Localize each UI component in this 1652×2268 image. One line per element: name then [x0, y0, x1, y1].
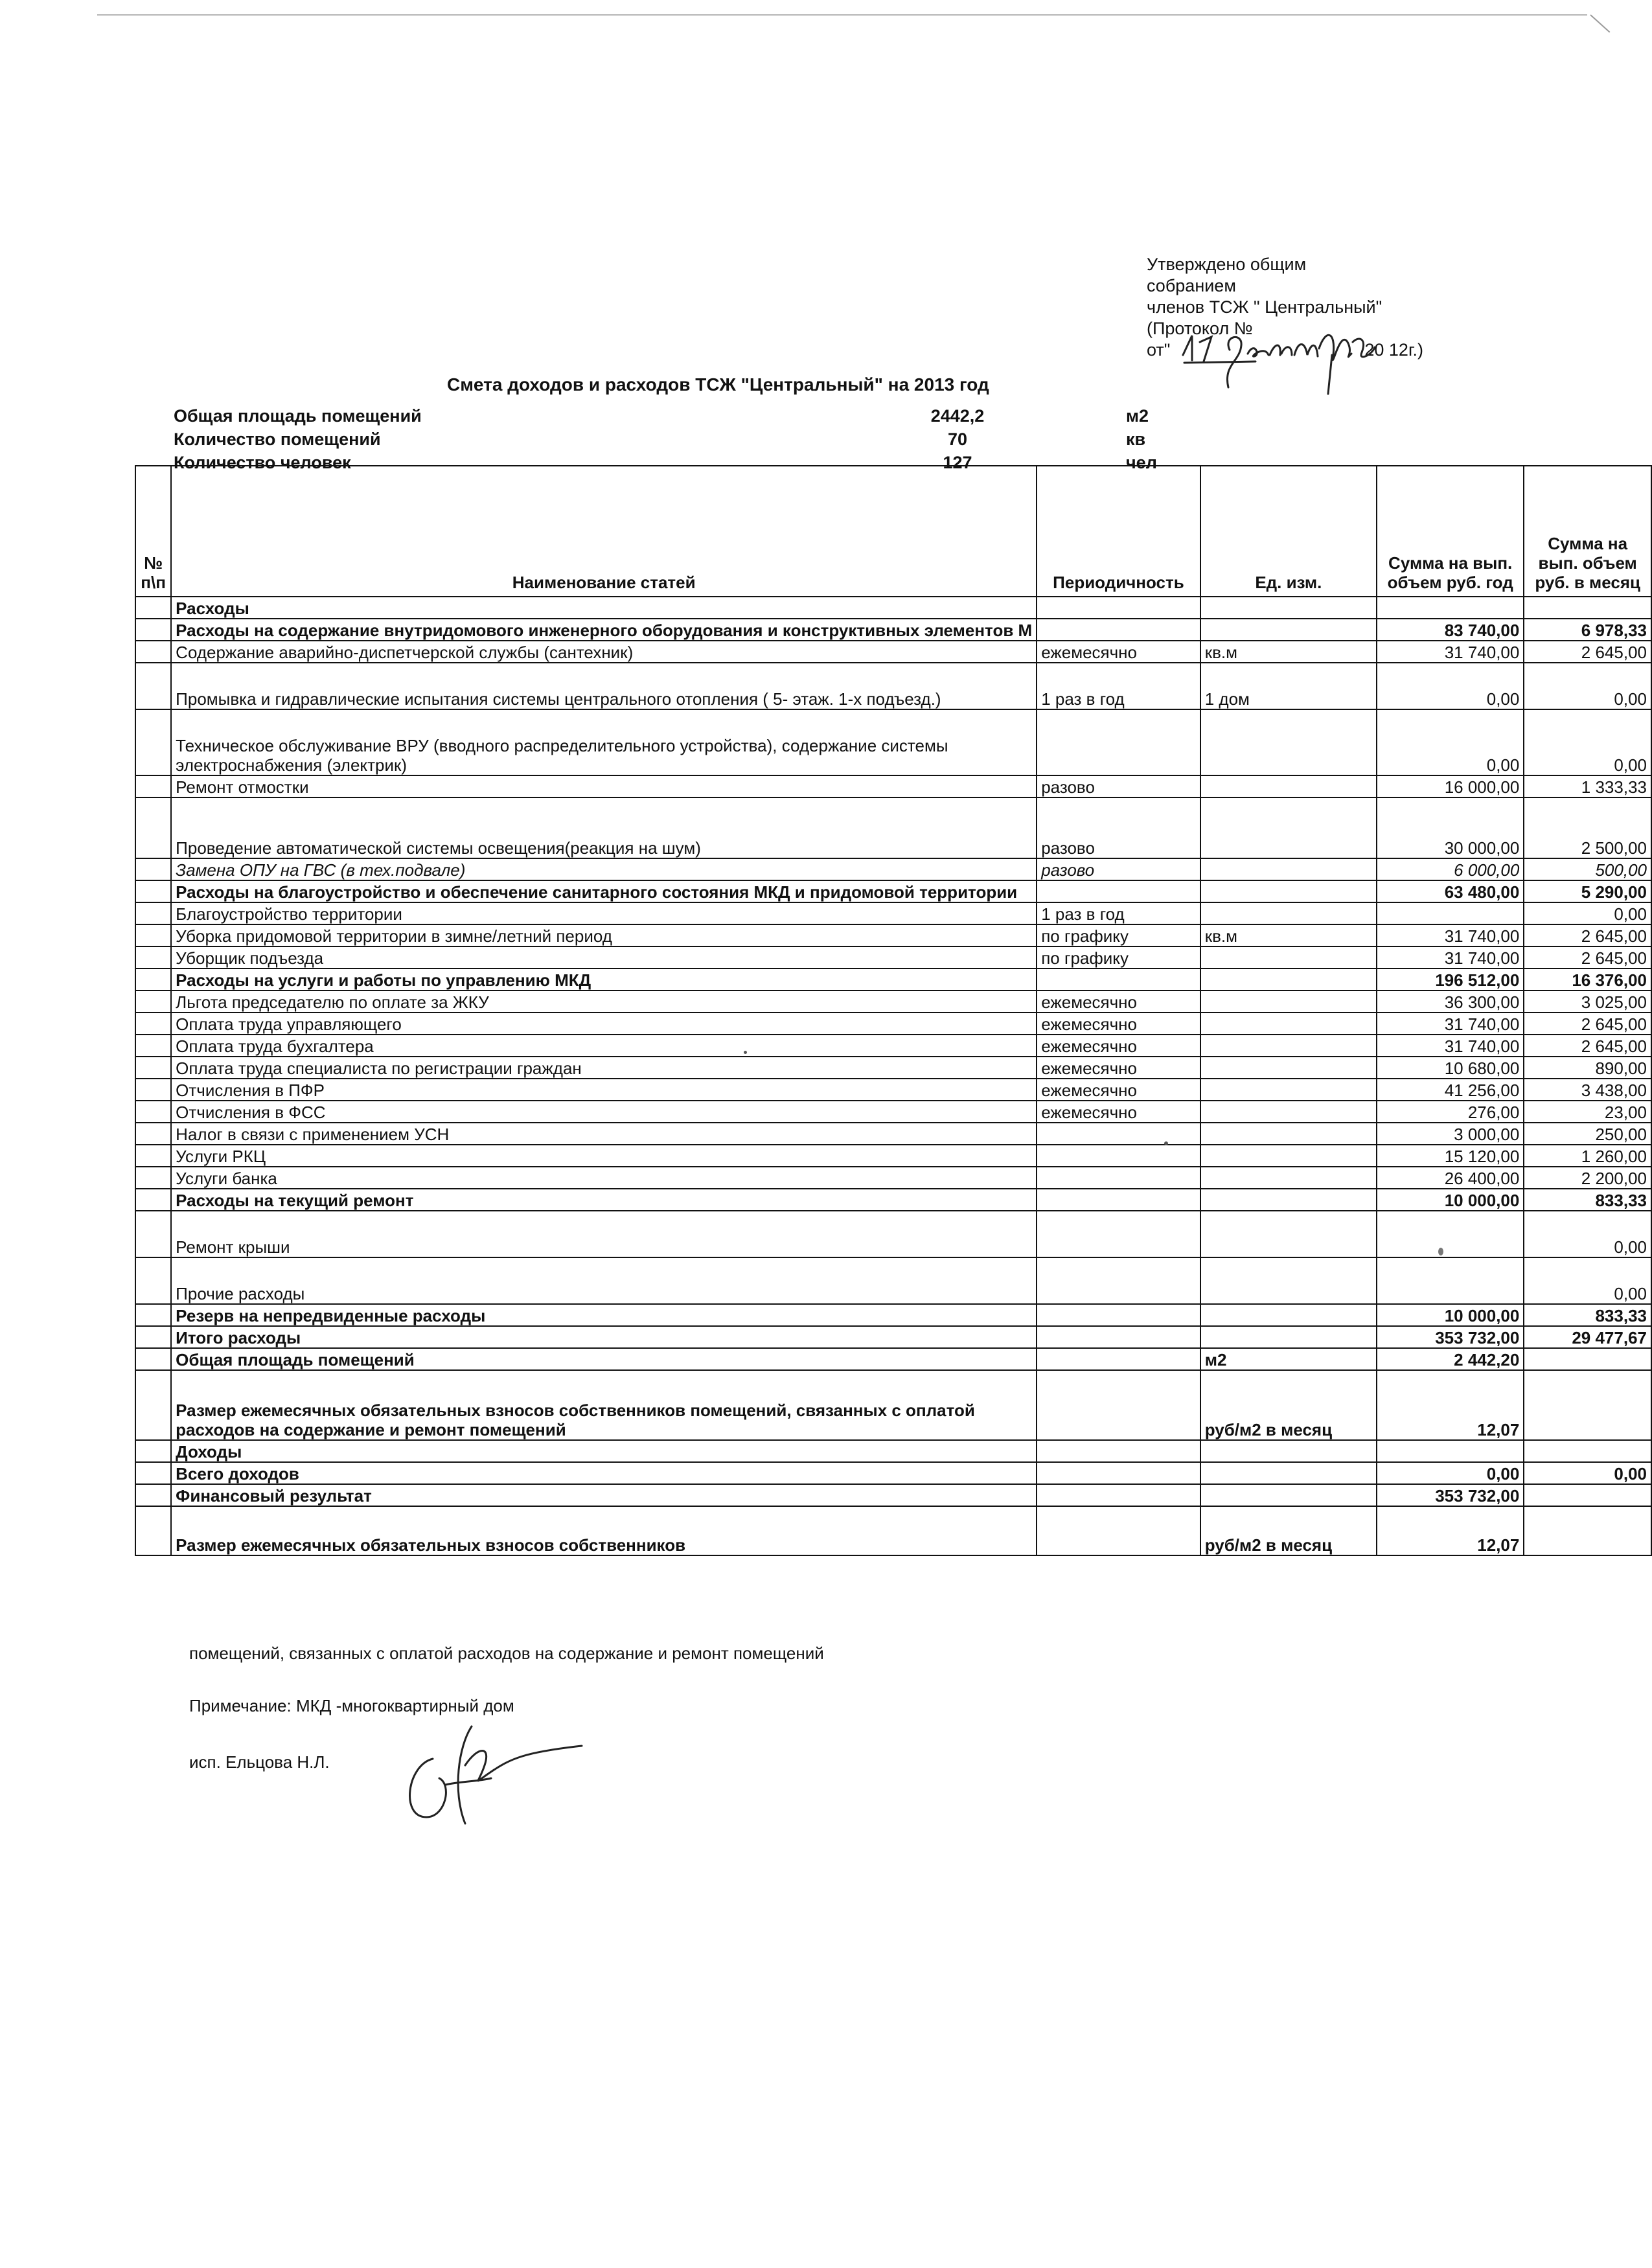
- document-title: Смета доходов и расходов ТСЖ "Центральный" на 2013 год: [447, 374, 989, 395]
- scan-speck: [1438, 1248, 1443, 1255]
- cell-year-sum: 12,07: [1377, 1370, 1524, 1440]
- cell-month-sum: 833,33: [1524, 1304, 1651, 1326]
- cell-period: ежемесячно: [1037, 991, 1200, 1013]
- cell-no: [135, 1326, 171, 1348]
- cell-name: Отчисления в ФСС: [171, 1101, 1037, 1123]
- cell-month-sum: [1524, 1506, 1651, 1555]
- table-row: [135, 1035, 1651, 1057]
- table-row: [135, 597, 1651, 619]
- cell-name: Услуги банка: [171, 1167, 1037, 1189]
- cell-name: Прочие расходы: [171, 1257, 1037, 1304]
- cell-no: [135, 1348, 171, 1370]
- cell-month-sum: 0,00: [1524, 709, 1651, 775]
- cell-month-sum: [1524, 1484, 1651, 1506]
- cell-no: [135, 1123, 171, 1145]
- scan-edge-line: [97, 14, 1587, 16]
- cell-name: Размер ежемесячных обязательных взносов собственников: [171, 1506, 1037, 1555]
- cell-no: [135, 775, 171, 797]
- cell-period: ежемесячно: [1037, 1035, 1200, 1057]
- header-year-sum: Сумма на вып. объем руб. год: [1377, 466, 1524, 597]
- cell-name: Уборка придомовой территории в зимне/летний период: [171, 924, 1037, 946]
- cell-unit: [1200, 797, 1377, 858]
- cell-year-sum: 41 256,00: [1377, 1079, 1524, 1101]
- table-row: [135, 991, 1651, 1013]
- cell-name: Ремонт отмостки: [171, 775, 1037, 797]
- cell-period: [1037, 1370, 1200, 1440]
- table-row: [135, 1079, 1651, 1101]
- cell-month-sum: 6 978,33: [1524, 619, 1651, 641]
- table-row: [135, 1257, 1651, 1304]
- cell-no: [135, 1057, 171, 1079]
- cell-period: разово: [1037, 775, 1200, 797]
- cell-name: Замена ОПУ на ГВС (в тех.подвале): [171, 858, 1037, 880]
- cell-name: Льгота председателю по оплате за ЖКУ: [171, 991, 1037, 1013]
- cell-no: [135, 1035, 171, 1057]
- cell-month-sum: 5 290,00: [1524, 880, 1651, 902]
- cell-month-sum: [1524, 1348, 1651, 1370]
- cell-unit: [1200, 1440, 1377, 1462]
- cell-unit: [1200, 1123, 1377, 1145]
- cell-no: [135, 641, 171, 663]
- table-row: [135, 946, 1651, 968]
- cell-period: [1037, 1462, 1200, 1484]
- table-row: [135, 641, 1651, 663]
- cell-period: [1037, 709, 1200, 775]
- cell-year-sum: 3 000,00: [1377, 1123, 1524, 1145]
- table-row: [135, 1189, 1651, 1211]
- summary-label: Количество человек: [174, 453, 351, 472]
- cell-month-sum: 2 645,00: [1524, 924, 1651, 946]
- cell-no: [135, 946, 171, 968]
- cell-month-sum: 2 500,00: [1524, 797, 1651, 858]
- table-row: [135, 902, 1651, 924]
- cell-year-sum: 12,07: [1377, 1506, 1524, 1555]
- cell-name: Оплата труда бухгалтера: [171, 1035, 1037, 1057]
- cell-unit: [1200, 946, 1377, 968]
- cell-period: ежемесячно: [1037, 1057, 1200, 1079]
- table-row: [135, 858, 1651, 880]
- cell-period: ежемесячно: [1037, 1101, 1200, 1123]
- cell-period: [1037, 619, 1200, 641]
- cell-year-sum: 0,00: [1377, 709, 1524, 775]
- cell-no: [135, 597, 171, 619]
- cell-month-sum: [1524, 1440, 1651, 1462]
- cell-period: [1037, 880, 1200, 902]
- cell-no: [135, 858, 171, 880]
- cell-year-sum: 353 732,00: [1377, 1326, 1524, 1348]
- approval-line: Утверждено общим: [1147, 255, 1307, 274]
- cell-unit: [1200, 1079, 1377, 1101]
- cell-no: [135, 880, 171, 902]
- cell-no: [135, 1101, 171, 1123]
- cell-name: Содержание аварийно-диспетчерской службы (сантехник): [171, 641, 1037, 663]
- cell-year-sum: 10 000,00: [1377, 1189, 1524, 1211]
- cell-period: [1037, 1348, 1200, 1370]
- cell-unit: [1200, 858, 1377, 880]
- cell-name: Налог в связи с применением УСН: [171, 1123, 1037, 1145]
- cell-unit: [1200, 1484, 1377, 1506]
- approval-date-prefix: от": [1147, 340, 1171, 360]
- cell-unit: [1200, 991, 1377, 1013]
- cell-period: [1037, 1211, 1200, 1257]
- cell-year-sum: [1377, 1440, 1524, 1462]
- cell-name: Финансовый результат: [171, 1484, 1037, 1506]
- summary-label: Общая площадь помещений: [174, 406, 422, 426]
- cell-unit: [1200, 1189, 1377, 1211]
- cell-unit: кв.м: [1200, 924, 1377, 946]
- table-row: [135, 1123, 1651, 1145]
- cell-period: 1 раз в год: [1037, 663, 1200, 709]
- cell-year-sum: 2 442,20: [1377, 1348, 1524, 1370]
- cell-period: [1037, 1484, 1200, 1506]
- header-name: Наименование статей: [171, 466, 1037, 597]
- cell-month-sum: 0,00: [1524, 663, 1651, 709]
- cell-month-sum: 2 645,00: [1524, 1035, 1651, 1057]
- cell-name: Уборщик подъезда: [171, 946, 1037, 968]
- cell-month-sum: 23,00: [1524, 1101, 1651, 1123]
- cell-year-sum: 31 740,00: [1377, 1035, 1524, 1057]
- cell-no: [135, 1167, 171, 1189]
- signature: [394, 1720, 588, 1837]
- cell-period: [1037, 1440, 1200, 1462]
- scan-corner-mark: [1590, 14, 1610, 32]
- cell-year-sum: [1377, 597, 1524, 619]
- cell-month-sum: 3 438,00: [1524, 1079, 1651, 1101]
- cell-period: [1037, 1326, 1200, 1348]
- cell-name: Расходы на текущий ремонт: [171, 1189, 1037, 1211]
- cell-month-sum: 1 333,33: [1524, 775, 1651, 797]
- cell-year-sum: 31 740,00: [1377, 1013, 1524, 1035]
- scan-speck: [744, 1051, 747, 1054]
- footer-continuation: помещений, связанных с оплатой расходов на содержание и ремонт помещений: [189, 1644, 824, 1663]
- cell-unit: [1200, 1101, 1377, 1123]
- summary-value: 2442,2: [930, 406, 985, 426]
- cell-period: [1037, 597, 1200, 619]
- cell-no: [135, 991, 171, 1013]
- cell-month-sum: 0,00: [1524, 902, 1651, 924]
- cell-no: [135, 797, 171, 858]
- cell-no: [135, 1211, 171, 1257]
- cell-no: [135, 1145, 171, 1167]
- header-month-sum: Сумма на вып. объем руб. в месяц: [1524, 466, 1651, 597]
- table-row: [135, 1440, 1651, 1462]
- cell-year-sum: 0,00: [1377, 1462, 1524, 1484]
- cell-name: Услуги РКЦ: [171, 1145, 1037, 1167]
- cell-year-sum: [1377, 1257, 1524, 1304]
- cell-name: Всего доходов: [171, 1462, 1037, 1484]
- cell-no: [135, 1462, 171, 1484]
- cell-no: [135, 1440, 171, 1462]
- cell-period: [1037, 1167, 1200, 1189]
- scan-speck: [1164, 1141, 1168, 1145]
- cell-month-sum: [1524, 1370, 1651, 1440]
- cell-year-sum: 26 400,00: [1377, 1167, 1524, 1189]
- cell-period: [1037, 1506, 1200, 1555]
- table-row: [135, 709, 1651, 775]
- cell-month-sum: 16 376,00: [1524, 968, 1651, 991]
- header-unit: Ед. изм.: [1200, 466, 1377, 597]
- cell-period: по графику: [1037, 946, 1200, 968]
- estimate-table: [135, 465, 1652, 1556]
- cell-unit: [1200, 1167, 1377, 1189]
- cell-period: [1037, 968, 1200, 991]
- table-row: [135, 1462, 1651, 1484]
- cell-year-sum: 30 000,00: [1377, 797, 1524, 858]
- cell-no: [135, 1484, 171, 1506]
- header-period: Периодичность: [1037, 466, 1200, 597]
- cell-name: Расходы на услуги и работы по управлению МКД: [171, 968, 1037, 991]
- summary-value: 127: [943, 453, 972, 472]
- cell-unit: [1200, 1145, 1377, 1167]
- cell-period: [1037, 1123, 1200, 1145]
- cell-year-sum: 10 680,00: [1377, 1057, 1524, 1079]
- cell-month-sum: 2 645,00: [1524, 946, 1651, 968]
- cell-month-sum: 3 025,00: [1524, 991, 1651, 1013]
- cell-month-sum: 250,00: [1524, 1123, 1651, 1145]
- cell-year-sum: 31 740,00: [1377, 946, 1524, 968]
- cell-name: Расходы на содержание внутридомового инженерного оборудования и конструктивных элементов М: [171, 619, 1037, 641]
- cell-period: [1037, 1189, 1200, 1211]
- cell-unit: [1200, 597, 1377, 619]
- cell-no: [135, 1304, 171, 1326]
- table-row: [135, 1013, 1651, 1035]
- cell-name: Расходы на благоустройство и обеспечение санитарного состояния МКД и придомовой территории: [171, 880, 1037, 902]
- table-row: [135, 1101, 1651, 1123]
- cell-month-sum: 29 477,67: [1524, 1326, 1651, 1348]
- cell-period: [1037, 1145, 1200, 1167]
- cell-year-sum: 10 000,00: [1377, 1304, 1524, 1326]
- table-row: [135, 880, 1651, 902]
- cell-no: [135, 1257, 171, 1304]
- cell-name: Оплата труда управляющего: [171, 1013, 1037, 1035]
- cell-period: разово: [1037, 797, 1200, 858]
- table-row: [135, 663, 1651, 709]
- cell-name: Итого расходы: [171, 1326, 1037, 1348]
- summary-value: 70: [947, 430, 968, 449]
- cell-name: Доходы: [171, 1440, 1037, 1462]
- cell-name: Техническое обслуживание ВРУ (вводного распределительного устройства), содержание системы электроснабжения (электрик): [171, 709, 1037, 775]
- cell-name: Размер ежемесячных обязательных взносов собственников помещений, связанных с оплатой расходов на содержание и ремонт помещений: [171, 1370, 1037, 1440]
- cell-unit: [1200, 968, 1377, 991]
- table-row: [135, 968, 1651, 991]
- table-row: [135, 1484, 1651, 1506]
- cell-name: Благоустройство территории: [171, 902, 1037, 924]
- table-row: [135, 619, 1651, 641]
- cell-year-sum: 31 740,00: [1377, 924, 1524, 946]
- cell-unit: [1200, 1257, 1377, 1304]
- cell-no: [135, 1189, 171, 1211]
- cell-unit: кв.м: [1200, 641, 1377, 663]
- table-row: [135, 1506, 1651, 1555]
- cell-unit: [1200, 1326, 1377, 1348]
- cell-name: Расходы: [171, 597, 1037, 619]
- cell-no: [135, 1370, 171, 1440]
- approval-date-suffix: 20 12г.): [1364, 340, 1423, 360]
- cell-no: [135, 1506, 171, 1555]
- cell-period: ежемесячно: [1037, 1013, 1200, 1035]
- cell-no: [135, 1013, 171, 1035]
- cell-unit: [1200, 1462, 1377, 1484]
- cell-year-sum: 31 740,00: [1377, 641, 1524, 663]
- cell-month-sum: 0,00: [1524, 1462, 1651, 1484]
- cell-month-sum: 1 260,00: [1524, 1145, 1651, 1167]
- cell-unit: [1200, 902, 1377, 924]
- cell-unit: 1 дом: [1200, 663, 1377, 709]
- cell-name: Отчисления в ПФР: [171, 1079, 1037, 1101]
- cell-unit: [1200, 1035, 1377, 1057]
- cell-month-sum: 0,00: [1524, 1211, 1651, 1257]
- cell-no: [135, 663, 171, 709]
- cell-month-sum: 2 200,00: [1524, 1167, 1651, 1189]
- cell-month-sum: [1524, 597, 1651, 619]
- cell-year-sum: 63 480,00: [1377, 880, 1524, 902]
- table-row: [135, 1211, 1651, 1257]
- footer-note: Примечание: МКД -многоквартирный дом: [189, 1696, 514, 1715]
- cell-name: Ремонт крыши: [171, 1211, 1037, 1257]
- cell-unit: [1200, 709, 1377, 775]
- cell-period: [1037, 1257, 1200, 1304]
- cell-month-sum: 2 645,00: [1524, 641, 1651, 663]
- cell-year-sum: 36 300,00: [1377, 991, 1524, 1013]
- cell-no: [135, 619, 171, 641]
- table-row: [135, 1167, 1651, 1189]
- cell-unit: [1200, 1013, 1377, 1035]
- cell-no: [135, 924, 171, 946]
- cell-year-sum: 16 000,00: [1377, 775, 1524, 797]
- cell-unit: [1200, 775, 1377, 797]
- table-row: [135, 1304, 1651, 1326]
- table-header-row: [135, 466, 1651, 597]
- cell-year-sum: 0,00: [1377, 663, 1524, 709]
- cell-unit: [1200, 880, 1377, 902]
- cell-year-sum: [1377, 902, 1524, 924]
- cell-month-sum: 0,00: [1524, 1257, 1651, 1304]
- cell-name: Оплата труда специалиста по регистрации граждан: [171, 1057, 1037, 1079]
- cell-no: [135, 709, 171, 775]
- table-row: [135, 1057, 1651, 1079]
- cell-period: ежемесячно: [1037, 1079, 1200, 1101]
- cell-year-sum: 276,00: [1377, 1101, 1524, 1123]
- table-row: [135, 797, 1651, 858]
- approval-line: членов ТСЖ " Центральный": [1147, 297, 1382, 317]
- cell-unit: руб/м2 в месяц: [1200, 1370, 1377, 1440]
- cell-name: Проведение автоматической системы освещения(реакция на шум): [171, 797, 1037, 858]
- cell-unit: [1200, 1304, 1377, 1326]
- table-row: [135, 1145, 1651, 1167]
- cell-year-sum: 6 000,00: [1377, 858, 1524, 880]
- cell-year-sum: [1377, 1211, 1524, 1257]
- handwritten-date: [1178, 316, 1398, 400]
- cell-period: 1 раз в год: [1037, 902, 1200, 924]
- cell-no: [135, 968, 171, 991]
- summary-label: Количество помещений: [174, 430, 381, 449]
- cell-year-sum: 196 512,00: [1377, 968, 1524, 991]
- cell-period: ежемесячно: [1037, 641, 1200, 663]
- cell-name: Промывка и гидравлические испытания системы центрального отопления ( 5- этаж. 1-х подъезд.): [171, 663, 1037, 709]
- summary-unit: кв: [1126, 430, 1146, 449]
- cell-name: Общая площадь помещений: [171, 1348, 1037, 1370]
- cell-month-sum: 2 645,00: [1524, 1013, 1651, 1035]
- cell-year-sum: 83 740,00: [1377, 619, 1524, 641]
- table-row: [135, 1370, 1651, 1440]
- cell-unit: [1200, 619, 1377, 641]
- approval-line: (Протокол №: [1147, 319, 1253, 338]
- cell-month-sum: 500,00: [1524, 858, 1651, 880]
- cell-month-sum: 833,33: [1524, 1189, 1651, 1211]
- approval-line: собранием: [1147, 276, 1236, 295]
- cell-unit: [1200, 1211, 1377, 1257]
- cell-period: по графику: [1037, 924, 1200, 946]
- cell-year-sum: 15 120,00: [1377, 1145, 1524, 1167]
- table-row: [135, 1348, 1651, 1370]
- cell-month-sum: 890,00: [1524, 1057, 1651, 1079]
- cell-name: Резерв на непредвиденные расходы: [171, 1304, 1037, 1326]
- cell-unit: м2: [1200, 1348, 1377, 1370]
- cell-unit: руб/м2 в месяц: [1200, 1506, 1377, 1555]
- table-row: [135, 1326, 1651, 1348]
- cell-year-sum: 353 732,00: [1377, 1484, 1524, 1506]
- footer-executor: исп. Ельцова Н.Л.: [189, 1752, 330, 1772]
- table-row: [135, 924, 1651, 946]
- cell-period: [1037, 1304, 1200, 1326]
- header-no: № п\п: [135, 466, 171, 597]
- table-row: [135, 775, 1651, 797]
- cell-unit: [1200, 1057, 1377, 1079]
- summary-unit: чел: [1126, 453, 1157, 472]
- summary-unit: м2: [1126, 406, 1149, 426]
- cell-period: разово: [1037, 858, 1200, 880]
- cell-no: [135, 1079, 171, 1101]
- cell-no: [135, 902, 171, 924]
